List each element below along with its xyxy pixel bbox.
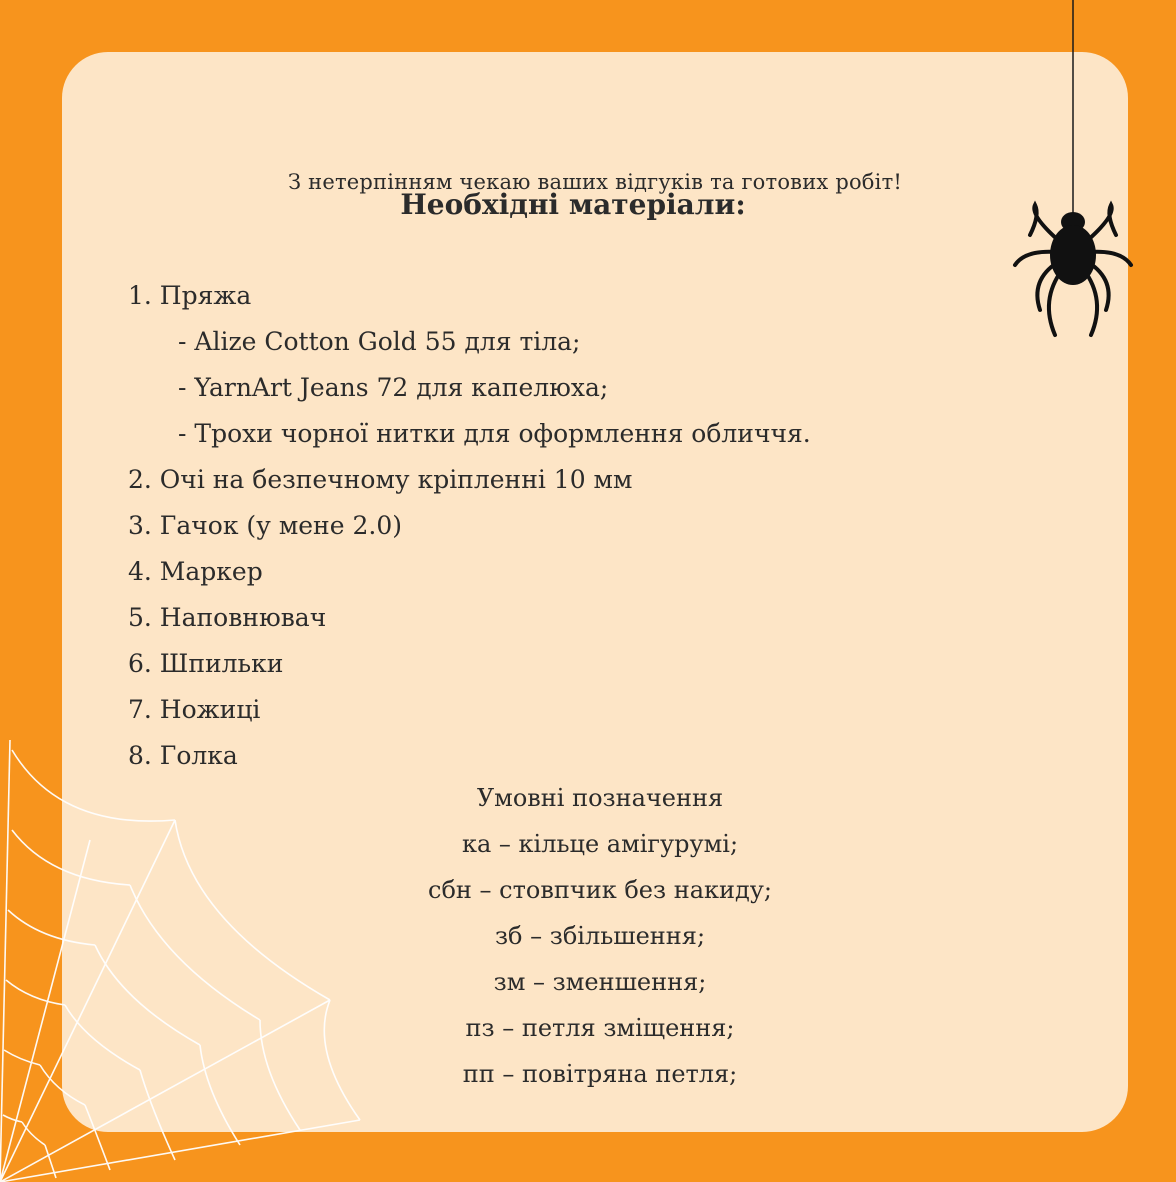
list-item: - Alize Cotton Gold 55 для тіла; — [178, 327, 581, 356]
list-item: 6. Шпильки — [128, 649, 284, 678]
list-item: - YarnArt Jeans 72 для капелюха; — [178, 373, 609, 402]
legend-item: пз – петля зміщення; — [465, 1014, 735, 1042]
legend-item: зм – зменшення; — [493, 968, 707, 996]
legend-title: Умовні позначення — [476, 784, 724, 812]
list-item: 8. Голка — [128, 741, 238, 770]
legend — [0, 775, 1176, 1097]
legend-item: пп – повітряна петля; — [462, 1060, 738, 1088]
legend-item: сбн – стовпчик без накиду; — [428, 876, 772, 904]
legend-item: ка – кільце амігурумі; — [461, 830, 739, 858]
list-item: 7. Ножиці — [128, 695, 261, 724]
list-item: 5. Наповнювач — [128, 603, 327, 632]
list-item: 3. Гачок (у мене 2.0) — [128, 511, 402, 540]
list-item: 2. Очі на безпечному кріпленні 10 мм — [128, 465, 633, 494]
legend-item: зб – збільшення; — [494, 922, 706, 950]
intro-text: З нетерпінням чекаю ваших відгуків та готових робіт! — [287, 170, 903, 194]
spider-icon — [1000, 0, 1150, 360]
list-item: - Трохи чорної нитки для оформлення обличчя. — [178, 419, 811, 448]
materials-list — [128, 278, 811, 784]
list-item: 4. Маркер — [128, 557, 263, 586]
materials-title: Необхідні матеріали: — [400, 188, 746, 221]
list-item: 1. Пряжа — [128, 281, 252, 310]
